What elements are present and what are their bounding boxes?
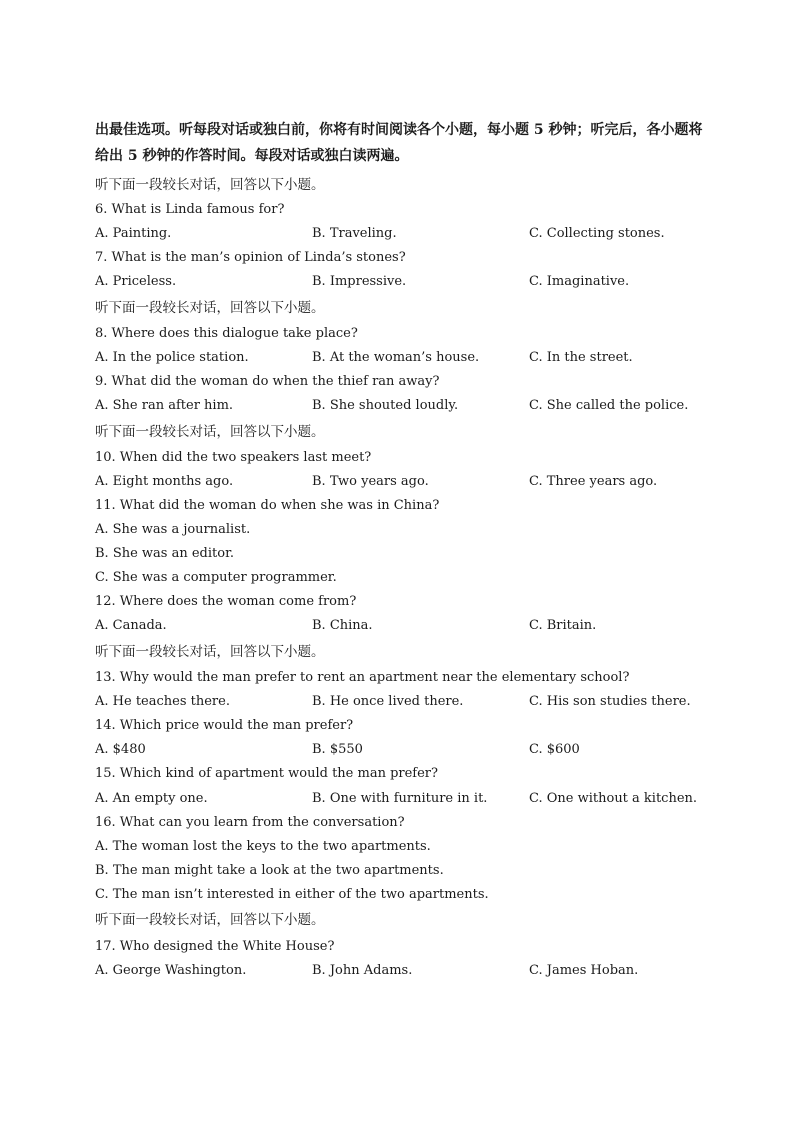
instructions — [95, 117, 705, 169]
section-label: 听下面一段较长对话，回答以下小题。 — [95, 644, 325, 660]
question-17: 17. Who designed the White House? — [95, 939, 335, 954]
option-a: A. In the police station. — [95, 350, 249, 365]
option-a: A. Canada. — [95, 618, 167, 633]
section-label: 听下面一段较长对话，回答以下小题。 — [95, 424, 325, 440]
option-a: A. The woman lost the keys to the two apartments. — [95, 839, 431, 854]
question-8: 8. Where does this dialogue take place? — [95, 326, 358, 341]
option-c: C. Three years ago. — [529, 474, 658, 489]
option-b: B. The man might take a look at the two apartments. — [95, 863, 444, 878]
option-b: B. She shouted loudly. — [312, 398, 459, 413]
question-8-options — [95, 349, 715, 367]
option-b: B. At the woman’s house. — [312, 350, 480, 365]
question-13-options — [95, 693, 715, 711]
question-9: 9. What did the woman do when the thief ran away? — [95, 374, 440, 389]
option-a: A. Priceless. — [95, 274, 177, 289]
option-c: C. Collecting stones. — [529, 226, 665, 241]
question-11: 11. What did the woman do when she was in China? — [95, 498, 440, 513]
option-c: C. His son studies there. — [529, 694, 691, 709]
option-c: C. James Hoban. — [529, 963, 639, 978]
option-a: A. She ran after him. — [95, 398, 234, 413]
option-b: B. John Adams. — [312, 963, 413, 978]
option-b: B. Traveling. — [312, 226, 397, 241]
question-13: 13. Why would the man prefer to rent an apartment near the elementary school? — [95, 670, 630, 685]
question-12: 12. Where does the woman come from? — [95, 594, 357, 609]
option-a: A. Eight months ago. — [95, 474, 234, 489]
option-b: B. He once lived there. — [312, 694, 464, 709]
question-12-options — [95, 617, 715, 635]
question-10: 10. When did the two speakers last meet? — [95, 450, 372, 465]
question-15: 15. Which kind of apartment would the man prefer? — [95, 766, 438, 781]
question-14: 14. Which price would the man prefer? — [95, 718, 354, 733]
section-label: 听下面一段较长对话，回答以下小题。 — [95, 300, 325, 316]
option-b: B. One with furniture in it. — [312, 791, 488, 806]
instructions-line-1: 出最佳选项。听每段对话或独白前，你将有时间阅读各个小题，每小题 5 秒钟；听完后，各小题将 — [95, 122, 703, 138]
option-b: B. China. — [312, 618, 373, 633]
option-c: C. One without a kitchen. — [529, 791, 698, 806]
option-a: A. Painting. — [95, 226, 172, 241]
option-b: B. Two years ago. — [312, 474, 429, 489]
question-6-options — [95, 225, 715, 243]
option-a: A. $480 — [95, 742, 146, 757]
question-10-options — [95, 473, 715, 491]
option-c: C. $600 — [529, 742, 580, 757]
question-6: 6. What is Linda famous for? — [95, 202, 285, 217]
question-14-options — [95, 741, 715, 759]
question-15-options — [95, 790, 715, 808]
option-c: C. She was a computer programmer. — [95, 570, 337, 585]
option-c: C. Imaginative. — [529, 274, 630, 289]
question-9-options — [95, 397, 715, 415]
section-label: 听下面一段较长对话，回答以下小题。 — [95, 177, 325, 193]
option-c: C. The man isn’t interested in either of the two apartments. — [95, 887, 489, 902]
option-a: A. He teaches there. — [95, 694, 230, 709]
question-7: 7. What is the man’s opinion of Linda’s stones? — [95, 250, 406, 265]
option-b: B. $550 — [312, 742, 363, 757]
option-a: A. She was a journalist. — [95, 522, 251, 537]
question-7-options — [95, 273, 715, 291]
option-a: A. George Washington. — [95, 963, 247, 978]
section-label: 听下面一段较长对话，回答以下小题。 — [95, 912, 325, 928]
option-c: C. She called the police. — [529, 398, 689, 413]
option-c: C. In the street. — [529, 350, 633, 365]
option-c: C. Britain. — [529, 618, 597, 633]
question-16: 16. What can you learn from the conversation? — [95, 815, 405, 830]
instructions-line-2: 给出 5 秒钟的作答时间。每段对话或独白读两遍。 — [95, 148, 409, 164]
option-a: A. An empty one. — [95, 791, 208, 806]
option-b: B. Impressive. — [312, 274, 407, 289]
option-b: B. She was an editor. — [95, 546, 235, 561]
question-17-options — [95, 962, 715, 980]
